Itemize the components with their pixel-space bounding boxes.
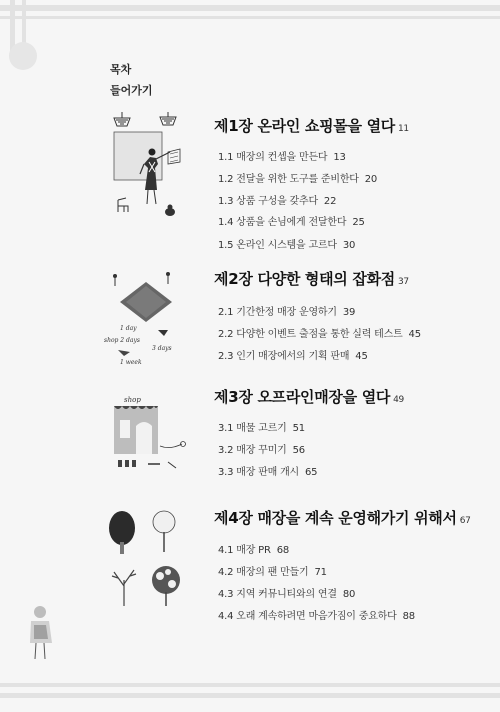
section-page-number: 65 [305,467,318,478]
ch3-shop-sign: shop [124,396,141,404]
section-page-number: 80 [342,589,356,600]
chapter-2-illustration [100,268,190,373]
section-page-number: 22 [323,196,337,207]
section-page-number: 88 [402,611,415,622]
section-page-number: 25 [352,217,365,228]
section-page-number: 30 [342,240,356,251]
frame-corner-circle [9,42,37,70]
section-label: 1.4 상품을 손님에게 전달한다 [218,217,347,228]
section-4-1[interactable] [218,541,289,556]
section-1-4[interactable] [218,213,365,228]
section-label: 4.3 지역 커뮤니티와의 연결 [218,589,337,600]
section-2-2[interactable] [218,325,421,340]
frame-top-line-2 [0,16,500,19]
chapter-title-text: 제1장 온라인 쇼핑몰을 열다 [214,117,395,135]
section-1-5[interactable] [218,236,355,251]
chapter-title-text: 제3장 오프라인매장을 열다 [214,388,391,406]
frame-top-line [0,5,500,11]
section-page-number: 56 [292,445,305,456]
chapter-1-title[interactable] [214,115,409,136]
section-page-number: 39 [342,307,356,318]
toc-heading: 목차 [110,63,132,76]
section-label: 1.3 상품 구성을 갖추다 [218,196,318,207]
chapter-page-number: 37 [398,277,409,287]
section-label: 1.2 전달을 위한 도구를 준비한다 [218,174,359,185]
section-2-3[interactable] [218,347,368,362]
section-4-2[interactable] [218,563,327,578]
section-1-1[interactable] [218,148,346,163]
toc-intro[interactable]: 들어가기 [110,84,153,97]
chapter-title-text: 제2장 다양한 형태의 잡화점 [214,270,395,288]
frame-bottom-line-2 [0,693,500,698]
ch2-label-1week: 1 week [120,359,142,366]
section-3-2[interactable] [218,441,305,456]
chapter-4-illustration [102,508,192,618]
ch2-label-3days: 3 days [152,345,172,352]
ch2-label-1day: 1 day [120,325,137,332]
chapter-page-number: 11 [398,124,409,134]
section-label: 4.2 매장의 팬 만들기 [218,567,309,578]
section-page-number: 71 [314,567,327,578]
section-1-2[interactable] [218,170,377,185]
section-label: 4.4 오래 계속하려면 마음가짐이 중요하다 [218,611,397,622]
person-illustration [24,603,60,665]
section-label: 1.5 온라인 시스템을 고르다 [218,240,337,251]
section-label: 4.1 매장 PR [218,545,271,556]
section-page-number: 13 [333,152,346,163]
chapter-3-illustration [108,390,198,472]
chapter-4-title[interactable] [214,507,471,528]
section-2-1[interactable] [218,303,355,318]
section-3-1[interactable] [218,419,305,434]
section-1-3[interactable] [218,192,336,207]
chapter-page-number: 49 [393,395,404,405]
ch2-label-shop2days: shop 2 days [104,337,140,344]
frame-bottom-line [0,683,500,687]
chapter-1-illustration [100,112,195,227]
section-4-3[interactable] [218,585,355,600]
section-3-3[interactable] [218,463,317,478]
section-page-number: 68 [276,545,290,556]
section-page-number: 45 [408,329,421,340]
section-4-4[interactable] [218,607,415,622]
section-page-number: 51 [292,423,305,434]
section-label: 3.3 매장 판매 개시 [218,467,299,478]
chapter-2-title[interactable] [214,268,409,289]
section-label: 2.2 다양한 이벤트 출점을 통한 실력 테스트 [218,329,403,340]
section-label: 1.1 매장의 컨셉을 만든다 [218,152,328,163]
section-label: 3.1 매물 고르기 [218,423,287,434]
section-label: 2.1 기간한정 매장 운영하기 [218,307,337,318]
section-page-number: 45 [355,351,368,362]
section-label: 2.3 인기 매장에서의 기획 판매 [218,351,350,362]
chapter-page-number: 67 [459,516,471,526]
chapter-3-title[interactable] [214,386,404,407]
chapter-title-text: 제4장 매장을 계속 운영해가기 위해서 [214,509,457,527]
section-label: 3.2 매장 꾸미기 [218,445,287,456]
section-page-number: 20 [364,174,378,185]
